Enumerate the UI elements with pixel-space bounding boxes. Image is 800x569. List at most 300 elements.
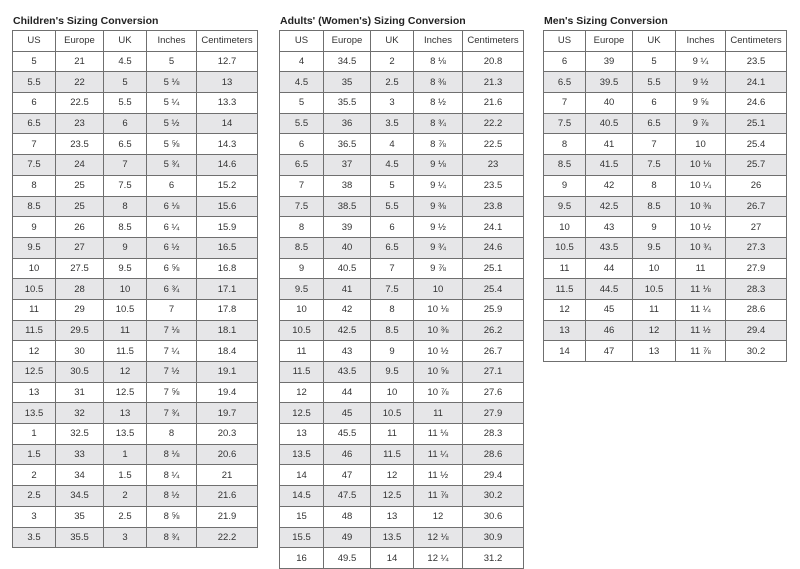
table-cell: 34.5 xyxy=(324,51,371,72)
table-cell: 4 xyxy=(371,134,414,155)
table-cell: 11.5 xyxy=(280,362,324,383)
column-header: US xyxy=(13,31,56,52)
table-row xyxy=(13,382,258,403)
table-cell: 23.8 xyxy=(463,196,524,217)
table-cell: 25.1 xyxy=(726,113,787,134)
table-cell: 16.5 xyxy=(197,237,258,258)
table-cell: 27.9 xyxy=(463,403,524,424)
table-cell: 6 xyxy=(544,51,586,72)
table-cell: 6.5 xyxy=(544,72,586,93)
table-row xyxy=(13,258,258,279)
table-cell: 11 ⅛ xyxy=(676,279,726,300)
table-cell: 12 xyxy=(544,299,586,320)
table-cell: 8 ¼ xyxy=(147,465,197,486)
table-row xyxy=(280,155,524,176)
table-cell: 41.5 xyxy=(586,155,633,176)
column-header: UK xyxy=(371,31,414,52)
table-cell: 2 xyxy=(13,465,56,486)
womens-sizing-section xyxy=(279,14,524,569)
table-cell: 21.9 xyxy=(197,506,258,527)
table-cell: 11.5 xyxy=(371,444,414,465)
column-header: Centimeters xyxy=(726,31,787,52)
table-cell: 8.5 xyxy=(633,196,676,217)
table-row xyxy=(280,424,524,445)
table-cell: 12 xyxy=(371,465,414,486)
table-cell: 45 xyxy=(324,403,371,424)
column-header: Inches xyxy=(414,31,463,52)
table-cell: 7 xyxy=(371,258,414,279)
table-row xyxy=(280,72,524,93)
table-cell: 26 xyxy=(56,217,104,238)
column-header: UK xyxy=(104,31,147,52)
table-row xyxy=(13,362,258,383)
table-cell: 7 xyxy=(280,175,324,196)
table-row xyxy=(280,93,524,114)
table-cell: 42 xyxy=(324,299,371,320)
table-cell: 6.5 xyxy=(104,134,147,155)
table-cell: 9.5 xyxy=(280,279,324,300)
table-cell: 8 xyxy=(544,134,586,155)
table-cell: 12 xyxy=(414,506,463,527)
table-row xyxy=(13,51,258,72)
table-cell: 8 ¾ xyxy=(414,113,463,134)
table-cell: 43 xyxy=(586,217,633,238)
table-row xyxy=(13,134,258,155)
table-cell: 14 xyxy=(371,548,414,569)
table-cell: 12.7 xyxy=(197,51,258,72)
table-cell: 12 xyxy=(280,382,324,403)
table-cell: 7 xyxy=(13,134,56,155)
table-cell: 12 xyxy=(104,362,147,383)
table-row xyxy=(280,258,524,279)
table-cell: 10 ¾ xyxy=(676,237,726,258)
table-cell: 10 xyxy=(371,382,414,403)
table-cell: 42 xyxy=(586,175,633,196)
table-cell: 30.2 xyxy=(463,486,524,507)
table-cell: 45.5 xyxy=(324,424,371,445)
table-row xyxy=(13,403,258,424)
table-row xyxy=(280,217,524,238)
table-cell: 9 xyxy=(104,237,147,258)
table-cell: 3.5 xyxy=(13,527,56,548)
table-cell: 9.5 xyxy=(371,362,414,383)
table-row xyxy=(280,196,524,217)
table-cell: 7.5 xyxy=(544,113,586,134)
table-cell: 21.6 xyxy=(463,93,524,114)
table-cell: 9 ⅛ xyxy=(414,155,463,176)
table-cell: 13.5 xyxy=(104,424,147,445)
table-cell: 38 xyxy=(324,175,371,196)
table-cell: 3 xyxy=(371,93,414,114)
table-cell: 18.4 xyxy=(197,341,258,362)
table-cell: 10 xyxy=(104,279,147,300)
table-cell: 8 xyxy=(13,175,56,196)
table-cell: 28.6 xyxy=(726,299,787,320)
table-cell: 8 xyxy=(371,299,414,320)
table-cell: 5 ½ xyxy=(147,113,197,134)
table-cell: 24.6 xyxy=(726,93,787,114)
table-row xyxy=(544,155,787,176)
table-row xyxy=(13,444,258,465)
table-cell: 25 xyxy=(56,175,104,196)
table-cell: 27.3 xyxy=(726,237,787,258)
table-row xyxy=(544,93,787,114)
table-cell: 7.5 xyxy=(280,196,324,217)
table-cell: 8 ½ xyxy=(414,93,463,114)
table-row xyxy=(13,155,258,176)
table-cell: 23.5 xyxy=(726,51,787,72)
table-cell: 10 xyxy=(280,299,324,320)
table-row xyxy=(280,548,524,569)
table-cell: 29.5 xyxy=(56,320,104,341)
table-cell: 11 xyxy=(371,424,414,445)
table-cell: 8 xyxy=(633,175,676,196)
table-cell: 8.5 xyxy=(104,217,147,238)
table-cell: 47 xyxy=(324,465,371,486)
table-cell: 10 xyxy=(544,217,586,238)
table-cell: 14 xyxy=(280,465,324,486)
table-cell: 35 xyxy=(56,506,104,527)
table-cell: 6 xyxy=(280,134,324,155)
table-cell: 22.5 xyxy=(56,93,104,114)
table-cell: 27.5 xyxy=(56,258,104,279)
table-cell: 10 xyxy=(633,258,676,279)
table-cell: 40 xyxy=(324,237,371,258)
column-header: Europe xyxy=(324,31,371,52)
table-cell: 13 xyxy=(104,403,147,424)
table-cell: 10 ½ xyxy=(676,217,726,238)
table-cell: 5 xyxy=(280,93,324,114)
table-cell: 40.5 xyxy=(586,113,633,134)
table-cell: 5.5 xyxy=(633,72,676,93)
table-cell: 29.4 xyxy=(726,320,787,341)
table-cell: 6 ⅛ xyxy=(147,196,197,217)
table-cell: 23 xyxy=(56,113,104,134)
table-cell: 11 xyxy=(414,403,463,424)
mens-sizing-title: Men's Sizing Conversion xyxy=(544,15,668,27)
table-cell: 6 xyxy=(371,217,414,238)
table-row xyxy=(280,299,524,320)
table-cell: 10.5 xyxy=(13,279,56,300)
table-row xyxy=(280,362,524,383)
table-cell: 1.5 xyxy=(104,465,147,486)
table-cell: 11 xyxy=(280,341,324,362)
table-cell: 10.5 xyxy=(280,320,324,341)
table-cell: 15.9 xyxy=(197,217,258,238)
column-header: US xyxy=(280,31,324,52)
table-cell: 5.5 xyxy=(371,196,414,217)
table-cell: 9 xyxy=(280,258,324,279)
table-cell: 6 ⅝ xyxy=(147,258,197,279)
table-cell: 10 xyxy=(676,134,726,155)
table-row xyxy=(13,465,258,486)
table-cell: 7 xyxy=(544,93,586,114)
table-cell: 12 ¼ xyxy=(414,548,463,569)
table-cell: 17.1 xyxy=(197,279,258,300)
column-header: Europe xyxy=(56,31,104,52)
table-cell: 9 ½ xyxy=(414,217,463,238)
table-cell: 2.5 xyxy=(13,486,56,507)
table-cell: 5 xyxy=(633,51,676,72)
table-cell: 7 ½ xyxy=(147,362,197,383)
column-header: UK xyxy=(633,31,676,52)
table-cell: 21 xyxy=(197,465,258,486)
table-row xyxy=(544,279,787,300)
table-cell: 7.5 xyxy=(13,155,56,176)
table-cell: 3 xyxy=(104,527,147,548)
table-cell: 7 xyxy=(633,134,676,155)
column-header: US xyxy=(544,31,586,52)
table-row xyxy=(280,134,524,155)
table-cell: 34 xyxy=(56,465,104,486)
table-cell: 27 xyxy=(726,217,787,238)
table-cell: 25.1 xyxy=(463,258,524,279)
table-cell: 35 xyxy=(324,72,371,93)
table-cell: 10.5 xyxy=(544,237,586,258)
table-row xyxy=(544,175,787,196)
table-cell: 10 ¼ xyxy=(676,175,726,196)
table-cell: 11 ¼ xyxy=(676,299,726,320)
table-cell: 44 xyxy=(586,258,633,279)
table-row xyxy=(280,465,524,486)
table-cell: 3 xyxy=(13,506,56,527)
table-cell: 24 xyxy=(56,155,104,176)
table-cell: 11 ⅛ xyxy=(414,424,463,445)
table-cell: 14.5 xyxy=(280,486,324,507)
table-cell: 29.4 xyxy=(463,465,524,486)
table-cell: 2.5 xyxy=(104,506,147,527)
table-row xyxy=(544,299,787,320)
table-cell: 8 ⅛ xyxy=(147,444,197,465)
table-row xyxy=(544,72,787,93)
table-cell: 21 xyxy=(56,51,104,72)
table-cell: 5.5 xyxy=(13,72,56,93)
table-row xyxy=(13,527,258,548)
table-cell: 6 ¾ xyxy=(147,279,197,300)
table-cell: 18.1 xyxy=(197,320,258,341)
table-row xyxy=(13,486,258,507)
table-row xyxy=(280,279,524,300)
table-cell: 7.5 xyxy=(371,279,414,300)
table-cell: 20.6 xyxy=(197,444,258,465)
table-cell: 26.2 xyxy=(463,320,524,341)
table-cell: 27 xyxy=(56,237,104,258)
table-cell: 6.5 xyxy=(371,237,414,258)
table-row xyxy=(280,237,524,258)
table-cell: 42.5 xyxy=(324,320,371,341)
table-cell: 11 xyxy=(676,258,726,279)
table-cell: 11 ½ xyxy=(676,320,726,341)
table-cell: 28.3 xyxy=(463,424,524,445)
table-cell: 6 ½ xyxy=(147,237,197,258)
table-row xyxy=(280,341,524,362)
table-cell: 6.5 xyxy=(633,113,676,134)
table-cell: 8 ⅛ xyxy=(414,51,463,72)
table-cell: 6 xyxy=(633,93,676,114)
table-cell: 27.9 xyxy=(726,258,787,279)
table-cell: 11 xyxy=(544,258,586,279)
table-cell: 9 ½ xyxy=(676,72,726,93)
table-cell: 8.5 xyxy=(13,196,56,217)
table-cell: 25.4 xyxy=(463,279,524,300)
table-row xyxy=(280,527,524,548)
column-header: Centimeters xyxy=(463,31,524,52)
table-cell: 19.7 xyxy=(197,403,258,424)
table-cell: 30.6 xyxy=(463,506,524,527)
table-cell: 12.5 xyxy=(371,486,414,507)
table-cell: 15 xyxy=(280,506,324,527)
table-row xyxy=(544,258,787,279)
table-cell: 19.1 xyxy=(197,362,258,383)
table-cell: 8 ¾ xyxy=(147,527,197,548)
table-row xyxy=(544,237,787,258)
table-cell: 26.7 xyxy=(726,196,787,217)
header-row xyxy=(280,31,524,52)
table-cell: 26 xyxy=(726,175,787,196)
table-cell: 6 xyxy=(147,175,197,196)
table-cell: 23.5 xyxy=(463,175,524,196)
table-cell: 8 ⅝ xyxy=(147,506,197,527)
table-cell: 10 ⅜ xyxy=(676,196,726,217)
table-cell: 44 xyxy=(324,382,371,403)
table-cell: 11 ½ xyxy=(414,465,463,486)
table-cell: 22.5 xyxy=(463,134,524,155)
table-cell: 8 xyxy=(147,424,197,445)
table-cell: 4 xyxy=(280,51,324,72)
table-cell: 15.5 xyxy=(280,527,324,548)
table-cell: 36.5 xyxy=(324,134,371,155)
table-cell: 23.5 xyxy=(56,134,104,155)
table-cell: 4.5 xyxy=(104,51,147,72)
table-row xyxy=(13,279,258,300)
children-sizing-table xyxy=(12,30,258,548)
table-cell: 9 ⅞ xyxy=(676,113,726,134)
table-row xyxy=(13,196,258,217)
table-cell: 13 xyxy=(544,320,586,341)
table-cell: 4.5 xyxy=(280,72,324,93)
table-cell: 9 ⅞ xyxy=(414,258,463,279)
womens-sizing-title: Adults' (Women's) Sizing Conversion xyxy=(280,15,466,27)
table-cell: 34.5 xyxy=(56,486,104,507)
table-cell: 5 ⅝ xyxy=(147,134,197,155)
table-cell: 10 ⅞ xyxy=(414,382,463,403)
table-cell: 13.5 xyxy=(280,444,324,465)
table-cell: 8.5 xyxy=(544,155,586,176)
table-cell: 11 xyxy=(13,299,56,320)
table-cell: 10.5 xyxy=(633,279,676,300)
table-cell: 7 ¾ xyxy=(147,403,197,424)
table-cell: 9 ⅜ xyxy=(414,196,463,217)
table-row xyxy=(544,51,787,72)
table-row xyxy=(13,320,258,341)
table-cell: 38.5 xyxy=(324,196,371,217)
table-cell: 30.5 xyxy=(56,362,104,383)
womens-sizing-table xyxy=(279,30,524,569)
table-cell: 10 ⅜ xyxy=(414,320,463,341)
table-cell: 30.2 xyxy=(726,341,787,362)
table-cell: 10 xyxy=(414,279,463,300)
table-cell: 10 ⅝ xyxy=(414,362,463,383)
table-cell: 27.1 xyxy=(463,362,524,383)
table-cell: 5 xyxy=(147,51,197,72)
table-cell: 15.6 xyxy=(197,196,258,217)
table-cell: 31.2 xyxy=(463,548,524,569)
table-cell: 13 xyxy=(13,382,56,403)
table-cell: 6.5 xyxy=(13,113,56,134)
table-cell: 7 xyxy=(104,155,147,176)
table-cell: 23 xyxy=(463,155,524,176)
table-cell: 1 xyxy=(13,424,56,445)
table-cell: 7 xyxy=(147,299,197,320)
table-cell: 5 ¾ xyxy=(147,155,197,176)
table-cell: 10 ½ xyxy=(414,341,463,362)
table-cell: 7 ⅝ xyxy=(147,382,197,403)
table-row xyxy=(13,217,258,238)
table-row xyxy=(544,134,787,155)
table-cell: 35.5 xyxy=(56,527,104,548)
column-header: Centimeters xyxy=(197,31,258,52)
table-cell: 33 xyxy=(56,444,104,465)
column-header: Inches xyxy=(147,31,197,52)
table-cell: 31 xyxy=(56,382,104,403)
table-cell: 13 xyxy=(197,72,258,93)
table-cell: 9.5 xyxy=(544,196,586,217)
table-cell: 24.1 xyxy=(463,217,524,238)
table-row xyxy=(13,506,258,527)
column-header: Inches xyxy=(676,31,726,52)
table-cell: 42.5 xyxy=(586,196,633,217)
table-cell: 6 xyxy=(104,113,147,134)
table-cell: 5 xyxy=(371,175,414,196)
table-cell: 41 xyxy=(324,279,371,300)
table-cell: 32.5 xyxy=(56,424,104,445)
table-cell: 10 ⅛ xyxy=(676,155,726,176)
table-cell: 13.5 xyxy=(371,527,414,548)
table-row xyxy=(13,113,258,134)
table-row xyxy=(13,175,258,196)
table-cell: 22.2 xyxy=(463,113,524,134)
table-cell: 12.5 xyxy=(104,382,147,403)
table-cell: 40.5 xyxy=(324,258,371,279)
table-row xyxy=(280,51,524,72)
table-cell: 32 xyxy=(56,403,104,424)
table-cell: 49.5 xyxy=(324,548,371,569)
table-cell: 8.5 xyxy=(371,320,414,341)
table-cell: 9 xyxy=(13,217,56,238)
table-cell: 35.5 xyxy=(324,93,371,114)
table-row xyxy=(544,113,787,134)
table-cell: 8 xyxy=(280,217,324,238)
table-cell: 16.8 xyxy=(197,258,258,279)
table-cell: 9 xyxy=(371,341,414,362)
table-cell: 24.1 xyxy=(726,72,787,93)
header-row xyxy=(544,31,787,52)
table-cell: 7.5 xyxy=(104,175,147,196)
table-cell: 8.5 xyxy=(280,237,324,258)
table-cell: 29 xyxy=(56,299,104,320)
table-cell: 9 xyxy=(544,175,586,196)
table-row xyxy=(544,341,787,362)
table-cell: 11.5 xyxy=(104,341,147,362)
table-cell: 8 xyxy=(104,196,147,217)
table-cell: 11 ⅞ xyxy=(414,486,463,507)
table-cell: 12.5 xyxy=(13,362,56,383)
table-cell: 13 xyxy=(633,341,676,362)
table-cell: 14.6 xyxy=(197,155,258,176)
table-cell: 17.8 xyxy=(197,299,258,320)
table-cell: 10.5 xyxy=(104,299,147,320)
table-cell: 43 xyxy=(324,341,371,362)
